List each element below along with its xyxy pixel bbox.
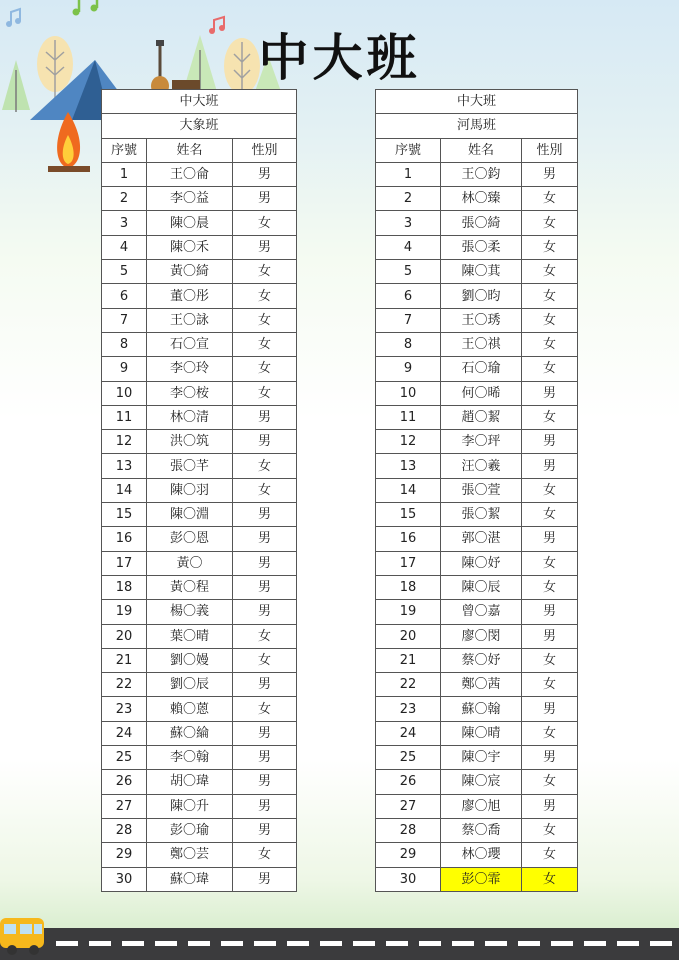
seq-cell: 5 — [376, 260, 441, 284]
seq-cell: 18 — [376, 575, 441, 599]
seq-cell: 13 — [102, 454, 147, 478]
name-cell: 王〇祺 — [441, 332, 522, 356]
table-row — [102, 575, 297, 599]
gender-cell: 男 — [522, 527, 578, 551]
road-dash — [485, 941, 507, 946]
name-cell: 林〇臻 — [441, 187, 522, 211]
table-row — [376, 357, 578, 381]
gender-cell: 男 — [233, 503, 297, 527]
table-row — [376, 332, 578, 356]
table-row — [376, 575, 578, 599]
gender-cell: 男 — [522, 600, 578, 624]
class-roster-elephant — [101, 89, 297, 892]
seq-cell: 18 — [102, 575, 147, 599]
gender-cell: 女 — [522, 478, 578, 502]
seq-cell: 7 — [102, 308, 147, 332]
gender-cell: 女 — [522, 284, 578, 308]
name-cell: 石〇瑜 — [441, 357, 522, 381]
seq-cell: 13 — [376, 454, 441, 478]
table-row — [376, 308, 578, 332]
table-row — [102, 381, 297, 405]
grade-label: 中大班 — [102, 90, 297, 114]
name-cell: 陳〇升 — [147, 794, 233, 818]
name-cell: 王〇侖 — [147, 162, 233, 186]
table-row — [376, 746, 578, 770]
gender-cell: 女 — [522, 308, 578, 332]
seq-cell: 25 — [376, 746, 441, 770]
table-row — [102, 648, 297, 672]
gender-cell: 男 — [522, 381, 578, 405]
road-dash — [452, 941, 474, 946]
seq-cell: 1 — [376, 162, 441, 186]
gender-cell: 男 — [522, 624, 578, 648]
road-dash — [617, 941, 639, 946]
table-row — [102, 600, 297, 624]
seq-cell: 25 — [102, 746, 147, 770]
name-cell: 李〇玶 — [441, 430, 522, 454]
road-dash — [353, 941, 375, 946]
seq-cell: 26 — [102, 770, 147, 794]
table-row — [102, 430, 297, 454]
seq-cell: 6 — [102, 284, 147, 308]
seq-cell: 2 — [102, 187, 147, 211]
name-cell: 洪〇筑 — [147, 430, 233, 454]
seq-cell: 20 — [102, 624, 147, 648]
name-cell: 鄭〇芸 — [147, 843, 233, 867]
name-cell: 陳〇晨 — [147, 211, 233, 235]
gender-cell: 女 — [522, 673, 578, 697]
table-row — [376, 624, 578, 648]
seq-cell: 27 — [102, 794, 147, 818]
music-note-icon — [73, 0, 98, 16]
name-cell: 石〇宣 — [147, 332, 233, 356]
table-row — [102, 357, 297, 381]
seq-cell: 5 — [102, 260, 147, 284]
name-cell: 葉〇晴 — [147, 624, 233, 648]
table-row — [376, 381, 578, 405]
name-cell: 張〇柔 — [441, 235, 522, 259]
seq-cell: 27 — [376, 794, 441, 818]
seq-cell: 24 — [376, 721, 441, 745]
class-name: 河馬班 — [376, 114, 578, 138]
name-cell: 張〇萱 — [441, 478, 522, 502]
seq-cell: 26 — [376, 770, 441, 794]
name-cell: 郭〇湛 — [441, 527, 522, 551]
gender-cell: 女 — [233, 381, 297, 405]
seq-cell: 23 — [376, 697, 441, 721]
seq-cell: 21 — [376, 648, 441, 672]
name-cell: 汪〇羲 — [441, 454, 522, 478]
name-cell: 林〇清 — [147, 405, 233, 429]
seq-cell: 10 — [102, 381, 147, 405]
name-cell: 王〇鈞 — [441, 162, 522, 186]
seq-cell: 15 — [102, 503, 147, 527]
gender-cell: 女 — [522, 260, 578, 284]
seq-cell: 9 — [102, 357, 147, 381]
gender-cell: 女 — [522, 235, 578, 259]
campfire-icon — [48, 112, 90, 172]
name-cell: 林〇瓔 — [441, 843, 522, 867]
seq-cell: 23 — [102, 697, 147, 721]
page-title: 中大班 — [258, 29, 421, 87]
table-row — [376, 187, 578, 211]
seq-cell: 16 — [102, 527, 147, 551]
name-cell: 陳〇萁 — [441, 260, 522, 284]
seq-cell: 29 — [102, 843, 147, 867]
name-cell: 彭〇霏 — [441, 867, 522, 891]
table-row — [102, 624, 297, 648]
name-cell: 蔡〇喬 — [441, 818, 522, 842]
seq-cell: 16 — [376, 527, 441, 551]
table-row — [376, 818, 578, 842]
name-cell: 蔡〇妤 — [441, 648, 522, 672]
gender-cell: 女 — [522, 575, 578, 599]
gender-cell: 男 — [233, 551, 297, 575]
gender-cell: 女 — [522, 721, 578, 745]
name-cell: 鄭〇茜 — [441, 673, 522, 697]
name-cell: 李〇益 — [147, 187, 233, 211]
road-dash — [518, 941, 540, 946]
gender-cell: 女 — [522, 843, 578, 867]
table-row — [376, 478, 578, 502]
road-dash — [221, 941, 243, 946]
table-row — [376, 697, 578, 721]
table-row — [102, 551, 297, 575]
table-row — [376, 503, 578, 527]
seq-cell: 8 — [102, 332, 147, 356]
seq-cell: 17 — [102, 551, 147, 575]
gender-cell: 男 — [233, 162, 297, 186]
class-roster-hippo — [375, 89, 578, 892]
seq-cell: 3 — [102, 211, 147, 235]
seq-cell: 21 — [102, 648, 147, 672]
name-cell: 陳〇淵 — [147, 503, 233, 527]
seq-cell: 22 — [102, 673, 147, 697]
table-row — [102, 284, 297, 308]
road-dash — [320, 941, 342, 946]
road-dash — [584, 941, 606, 946]
name-cell: 董〇彤 — [147, 284, 233, 308]
seq-cell: 7 — [376, 308, 441, 332]
gender-cell: 女 — [522, 503, 578, 527]
gender-cell: 女 — [233, 648, 297, 672]
gender-cell: 女 — [522, 867, 578, 891]
bus-icon — [0, 912, 60, 960]
name-cell: 廖〇閔 — [441, 624, 522, 648]
seq-cell: 1 — [102, 162, 147, 186]
table-row — [376, 600, 578, 624]
table-row — [376, 673, 578, 697]
name-cell: 李〇翰 — [147, 746, 233, 770]
table-row — [376, 454, 578, 478]
name-cell: 何〇晞 — [441, 381, 522, 405]
road-dash — [188, 941, 210, 946]
gender-cell: 男 — [233, 187, 297, 211]
seq-cell: 28 — [102, 818, 147, 842]
name-cell: 王〇琇 — [441, 308, 522, 332]
seq-cell: 3 — [376, 211, 441, 235]
table-row — [102, 673, 297, 697]
name-cell: 蘇〇綸 — [147, 721, 233, 745]
gender-cell: 男 — [522, 697, 578, 721]
table-row — [376, 405, 578, 429]
header-row — [376, 138, 578, 162]
road-dash — [254, 941, 276, 946]
name-cell: 張〇綺 — [441, 211, 522, 235]
name-cell: 王〇詠 — [147, 308, 233, 332]
name-cell: 陳〇宸 — [441, 770, 522, 794]
gender-cell: 男 — [233, 818, 297, 842]
seq-cell: 2 — [376, 187, 441, 211]
table-row — [102, 721, 297, 745]
table-row — [376, 648, 578, 672]
road-dash — [155, 941, 177, 946]
name-cell: 陳〇辰 — [441, 575, 522, 599]
class-name: 大象班 — [102, 114, 297, 138]
road-dash — [386, 941, 408, 946]
name-cell: 彭〇恩 — [147, 527, 233, 551]
gender-cell: 女 — [522, 187, 578, 211]
gender-cell: 男 — [233, 600, 297, 624]
name-cell: 陳〇禾 — [147, 235, 233, 259]
table-row — [102, 697, 297, 721]
seq-cell: 12 — [102, 430, 147, 454]
road-dash — [122, 941, 144, 946]
name-cell: 蘇〇翰 — [441, 697, 522, 721]
gender-cell: 女 — [233, 624, 297, 648]
name-cell: 曾〇嘉 — [441, 600, 522, 624]
seq-cell: 30 — [102, 867, 147, 891]
seq-cell: 30 — [376, 867, 441, 891]
name-cell: 趙〇絜 — [441, 405, 522, 429]
column-header-seq: 序號 — [376, 138, 441, 162]
gender-cell: 男 — [233, 721, 297, 745]
gender-cell: 男 — [522, 430, 578, 454]
gender-cell: 男 — [233, 867, 297, 891]
gender-cell: 女 — [233, 357, 297, 381]
name-cell: 張〇芊 — [147, 454, 233, 478]
gender-cell: 女 — [233, 843, 297, 867]
table-row — [102, 746, 297, 770]
gender-cell: 女 — [522, 551, 578, 575]
name-cell: 黃〇綺 — [147, 260, 233, 284]
table-row — [102, 527, 297, 551]
seq-cell: 24 — [102, 721, 147, 745]
table-row — [376, 867, 578, 891]
name-cell: 陳〇羽 — [147, 478, 233, 502]
table-row — [102, 770, 297, 794]
seq-cell: 19 — [376, 600, 441, 624]
gender-cell: 男 — [233, 673, 297, 697]
table-row — [376, 284, 578, 308]
table-row — [102, 162, 297, 186]
header-row — [102, 138, 297, 162]
gender-cell: 女 — [522, 405, 578, 429]
gender-cell: 男 — [233, 405, 297, 429]
gender-cell: 男 — [522, 794, 578, 818]
gender-cell: 男 — [233, 794, 297, 818]
seq-cell: 14 — [102, 478, 147, 502]
name-cell: 蘇〇瑋 — [147, 867, 233, 891]
table-row — [102, 794, 297, 818]
gender-cell: 女 — [233, 284, 297, 308]
seq-cell: 4 — [102, 235, 147, 259]
gender-cell: 女 — [233, 478, 297, 502]
gender-cell: 男 — [522, 454, 578, 478]
name-cell: 劉〇昀 — [441, 284, 522, 308]
gender-cell: 女 — [522, 211, 578, 235]
gender-cell: 男 — [233, 430, 297, 454]
seq-cell: 28 — [376, 818, 441, 842]
name-cell: 李〇桉 — [147, 381, 233, 405]
name-cell: 劉〇嫚 — [147, 648, 233, 672]
seq-cell: 29 — [376, 843, 441, 867]
gender-cell: 女 — [233, 332, 297, 356]
table-row — [376, 551, 578, 575]
seq-cell: 20 — [376, 624, 441, 648]
gender-cell: 女 — [233, 308, 297, 332]
seq-cell: 15 — [376, 503, 441, 527]
name-cell: 黃〇 — [147, 551, 233, 575]
name-cell: 陳〇晴 — [441, 721, 522, 745]
gender-cell: 男 — [233, 746, 297, 770]
seq-cell: 4 — [376, 235, 441, 259]
road-dash — [419, 941, 441, 946]
gender-cell: 女 — [522, 648, 578, 672]
table-row — [102, 260, 297, 284]
column-header-gender: 性別 — [522, 138, 578, 162]
road-dash — [89, 941, 111, 946]
road-dash — [287, 941, 309, 946]
table-row — [102, 478, 297, 502]
table-row — [102, 818, 297, 842]
table-row — [102, 503, 297, 527]
gender-cell: 女 — [522, 770, 578, 794]
table-row — [102, 843, 297, 867]
table-row — [102, 454, 297, 478]
gender-cell: 女 — [522, 332, 578, 356]
gender-cell: 女 — [233, 697, 297, 721]
seq-cell: 11 — [376, 405, 441, 429]
table-row — [376, 843, 578, 867]
road-dash — [650, 941, 672, 946]
gender-cell: 男 — [233, 527, 297, 551]
column-header-gender: 性別 — [233, 138, 297, 162]
table-row — [376, 260, 578, 284]
grade-label: 中大班 — [376, 90, 578, 114]
name-cell: 賴〇蒽 — [147, 697, 233, 721]
table-row — [376, 721, 578, 745]
table-row — [102, 211, 297, 235]
gender-cell: 女 — [233, 454, 297, 478]
table-row — [102, 867, 297, 891]
gender-cell: 女 — [233, 260, 297, 284]
column-header-name: 姓名 — [147, 138, 233, 162]
seq-cell: 9 — [376, 357, 441, 381]
seq-cell: 10 — [376, 381, 441, 405]
table-row — [376, 527, 578, 551]
table-row — [102, 332, 297, 356]
column-header-name: 姓名 — [441, 138, 522, 162]
class-name-row — [376, 114, 578, 138]
name-cell: 陳〇宇 — [441, 746, 522, 770]
name-cell: 胡〇瑋 — [147, 770, 233, 794]
table-row — [376, 162, 578, 186]
table-row — [376, 430, 578, 454]
table-row — [376, 211, 578, 235]
seq-cell: 17 — [376, 551, 441, 575]
seq-cell: 22 — [376, 673, 441, 697]
table-row — [376, 794, 578, 818]
table-row — [376, 235, 578, 259]
seq-cell: 12 — [376, 430, 441, 454]
table-row — [102, 405, 297, 429]
name-cell: 劉〇辰 — [147, 673, 233, 697]
gender-cell: 男 — [233, 235, 297, 259]
gender-cell: 男 — [522, 162, 578, 186]
gender-cell: 男 — [233, 770, 297, 794]
name-cell: 張〇絜 — [441, 503, 522, 527]
name-cell: 彭〇瑜 — [147, 818, 233, 842]
grade-row — [376, 90, 578, 114]
seq-cell: 14 — [376, 478, 441, 502]
name-cell: 楊〇義 — [147, 600, 233, 624]
gender-cell: 男 — [233, 575, 297, 599]
gender-cell: 女 — [522, 357, 578, 381]
grade-row — [102, 90, 297, 114]
seq-cell: 8 — [376, 332, 441, 356]
class-name-row — [102, 114, 297, 138]
name-cell: 黃〇程 — [147, 575, 233, 599]
seq-cell: 6 — [376, 284, 441, 308]
gender-cell: 男 — [522, 746, 578, 770]
name-cell: 廖〇旭 — [441, 794, 522, 818]
gender-cell: 女 — [522, 818, 578, 842]
name-cell: 李〇玲 — [147, 357, 233, 381]
column-header-seq: 序號 — [102, 138, 147, 162]
table-row — [102, 187, 297, 211]
table-row — [376, 770, 578, 794]
road-dash — [551, 941, 573, 946]
name-cell: 陳〇妤 — [441, 551, 522, 575]
table-row — [102, 308, 297, 332]
table-row — [102, 235, 297, 259]
gender-cell: 女 — [233, 211, 297, 235]
seq-cell: 19 — [102, 600, 147, 624]
seq-cell: 11 — [102, 405, 147, 429]
